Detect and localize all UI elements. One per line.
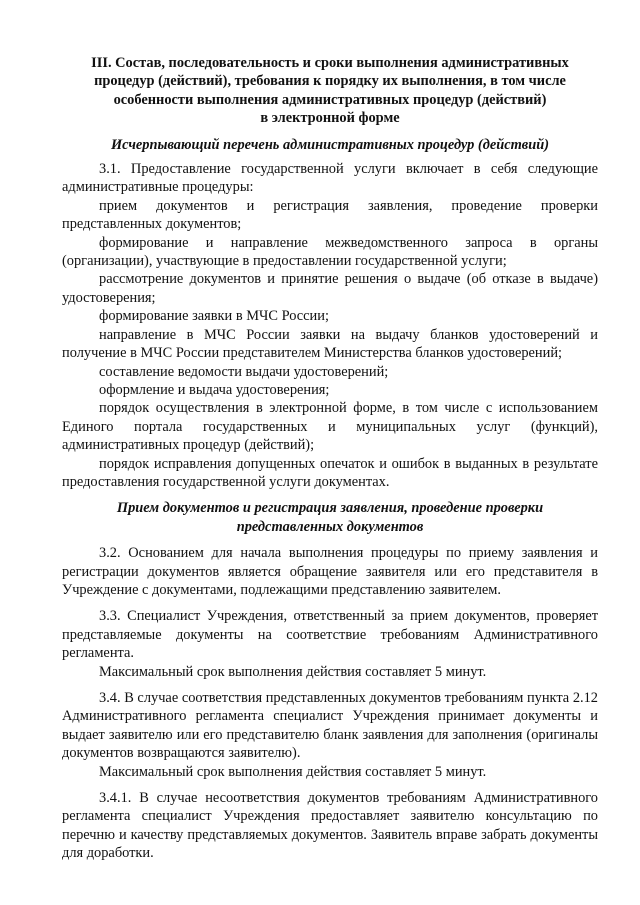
paragraph: Максимальный срок выполнения действия составляет 5 минут. — [99, 763, 487, 780]
heading-line: Прием документов и регистрация заявления, проведение проверки — [116, 500, 544, 517]
list-item: формирование и направление межведомственного запроса в органы (организации), участвующие в предоставлении государственной услуги; — [62, 234, 598, 270]
title-line: процедур (действий), требования к порядку их выполнения, в том числе — [94, 73, 566, 90]
paragraph: 3.1. Предоставление государственной услуги включает в себя следующие административные процедуры: — [62, 161, 598, 196]
subsection-heading: Исчерпывающий перечень административных процедур (действий) — [110, 136, 550, 153]
document-page — [62, 54, 598, 863]
list-item: рассмотрение документов и принятие решения о выдаче (об отказе в выдаче) удостоверения; — [62, 271, 598, 306]
title-line: особенности выполнения административных процедур (действий) — [113, 91, 547, 108]
list-item: формирование заявки в МЧС России; — [99, 308, 329, 325]
list-item: порядок исправления допущенных опечаток и ошибок в выданных в результате предоставления государственной услуги документах. — [62, 455, 598, 490]
section-title — [62, 54, 598, 128]
list-item: составление ведомости выдачи удостоверений; — [99, 363, 389, 380]
list-item: направление в МЧС России заявки на выдачу бланков удостоверений и получение в МЧС России представителем Министерства бланков удостоверений; — [62, 326, 598, 362]
paragraph: Максимальный срок выполнения действия составляет 5 минут. — [99, 663, 487, 680]
title-line: в электронной форме — [260, 110, 400, 127]
list-item: порядок осуществления в электронной форме, в том числе с использованием Единого портала государственных и муниципальных услуг (функций), административных процедур (действий); — [62, 400, 598, 454]
paragraph: 3.4.1. В случае несоответствия документов требованиям Административного регламента специалист Учреждения предоставляет заявителю консультацию по перечню и качеству представляемых документов. Заявитель вправе забрать документы для доработки. — [62, 790, 598, 862]
list-item: прием документов и регистрация заявления, проведение проверки представленных документов; — [62, 197, 598, 233]
title-line: III. Состав, последовательность и сроки выполнения административных — [91, 55, 569, 71]
heading-line: представленных документов — [236, 518, 424, 535]
paragraph: 3.2. Основанием для начала выполнения процедуры по приему заявления и регистрации документов является обращение заявителя или его представителя в Учреждение с документами, подлежащими представлению заявителем. — [62, 545, 598, 598]
paragraph: 3.4. В случае соответствия представленных документов требованиям пункта 2.12 Административного регламента специалист Учреждения принимает документы и выдает заявителю или его представителю бланк заявления для заполнения (оригиналы документов возвращаются заявителю). — [62, 690, 598, 762]
paragraph: 3.3. Специалист Учреждения, ответственный за прием документов, проверяет представляемые документы на соответствие требованиям Административного регламента. — [62, 608, 598, 662]
subsection-heading — [62, 499, 598, 536]
list-item: оформление и выдача удостоверения; — [99, 381, 330, 398]
